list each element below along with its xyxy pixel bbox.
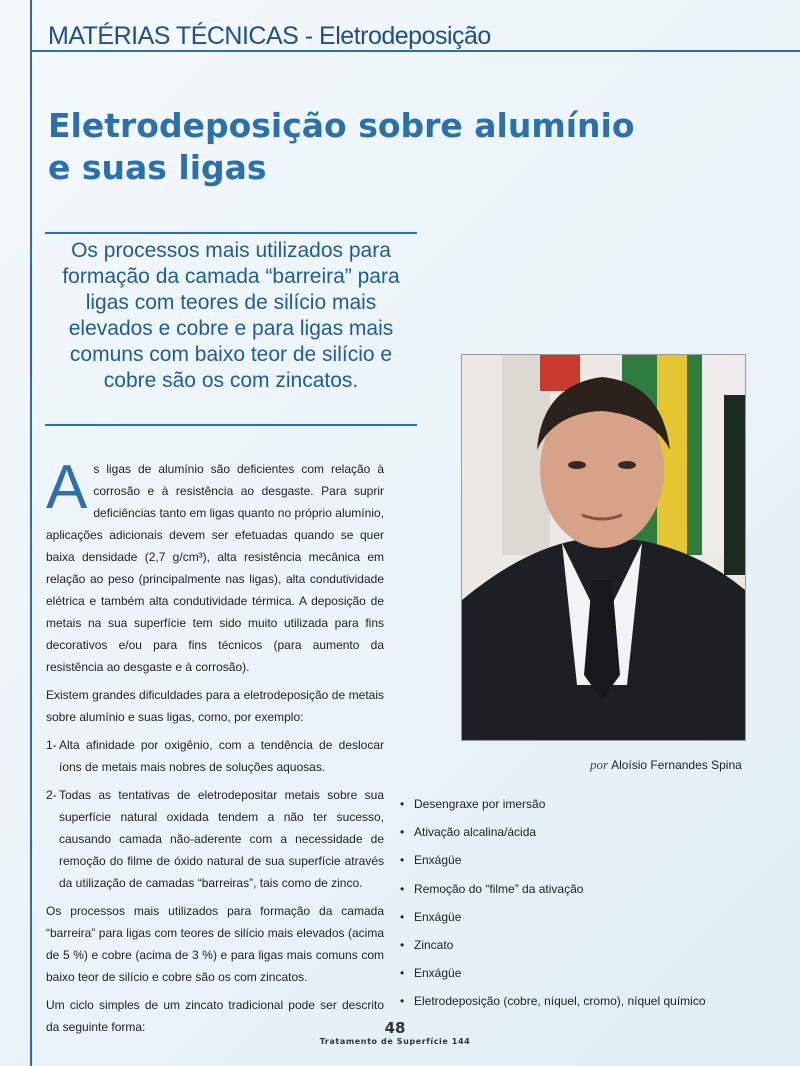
list-number: 2- bbox=[46, 788, 57, 802]
body-column bbox=[46, 453, 384, 1044]
list-text: Alta afinidade por oxigênio, com a tendência de deslocar íons de metais mais nobres de soluções aquosas. bbox=[59, 738, 384, 774]
list-item bbox=[400, 931, 706, 959]
bullet-icon: • bbox=[400, 853, 405, 868]
drop-cap: A bbox=[46, 453, 88, 522]
step-text: Desengraxe por imersão bbox=[414, 797, 546, 811]
numbered-list bbox=[46, 734, 384, 894]
byline-author: Aloísio Fernandes Spina bbox=[611, 758, 742, 772]
bullet-icon: • bbox=[400, 797, 405, 811]
paragraph-intro bbox=[46, 453, 384, 678]
bullet-icon: • bbox=[400, 909, 405, 924]
bullet-icon: • bbox=[400, 994, 405, 1009]
lead-text: Os processos mais utilizados para formação da camada “barreira” para ligas com teores de silício mais elevados e cobre e para ligas mais comuns com baixo teor de silício e cobre são os com zincatos. bbox=[62, 239, 400, 392]
paragraph-intro-text: s ligas de alumínio são deficientes com relação à corrosão e à resistência ao desgaste. Para suprir deficiências tanto em ligas quanto no próprio alumínio, aplicações adicionais devem ser efetuadas quando se quer baixa densidade (2,7 g/cm³), alta resistência mecânica em relação ao peso (principalmente nas ligas), alta condutividade elétrica e também alta condutividade térmica. A deposição de metais na sua superfície tem sido muito utilizada para fins decorativos e/ou para fins técnicos (para aumento da resistência ao desgaste e à corrosão). bbox=[46, 462, 384, 674]
author-photo bbox=[461, 354, 746, 741]
left-margin-rule bbox=[30, 0, 32, 1066]
byline bbox=[590, 757, 742, 773]
bullet-icon: • bbox=[400, 966, 405, 981]
list-item bbox=[400, 959, 706, 987]
title-line-2: e suas ligas bbox=[48, 148, 267, 187]
list-item bbox=[400, 875, 706, 903]
paragraph-processes: Os processos mais utilizados para formação da camada “barreira” para ligas com teores de silício mais elevados (acima de 5 %) e cobre (acima de 3 %) e para ligas mais comuns com baixo teor de silício e cobre são os com zincatos. bbox=[46, 904, 384, 984]
bullet-icon: • bbox=[400, 825, 405, 840]
process-steps-list bbox=[400, 790, 706, 1016]
page-number: 48 bbox=[384, 1019, 406, 1037]
byline-prefix: por bbox=[590, 757, 609, 772]
article-title bbox=[48, 105, 648, 189]
page-footer bbox=[300, 1020, 490, 1046]
bullet-icon: • bbox=[400, 938, 405, 953]
title-line-1: Eletrodeposição sobre alumínio bbox=[48, 106, 635, 145]
magazine-name: Tratamento de Superfície 144 bbox=[319, 1037, 471, 1046]
list-item bbox=[46, 784, 384, 894]
step-text: Remoção do “filme” da ativação bbox=[414, 881, 584, 896]
list-text: Todas as tentativas de eletrodepositar metais sobre sua superfície natural oxidada tendem a não ter sucesso, causando camada não-aderente com a necessidade de remoção do filme de óxido natural de sua superfície através da utilização de camadas “barreiras”, tais como de zinco. bbox=[59, 788, 384, 890]
step-text: Enxágüe bbox=[414, 853, 462, 868]
author-portrait-icon bbox=[462, 355, 745, 740]
list-item bbox=[46, 734, 384, 778]
step-text: Zincato bbox=[414, 938, 454, 953]
paragraph-difficulties: Existem grandes dificuldades para a eletrodeposição de metais sobre alumínio e suas ligas, como, por exemplo: bbox=[46, 688, 384, 724]
list-number: 1- bbox=[46, 738, 57, 752]
section-header: MATÉRIAS TÉCNICAS - Eletrodeposição bbox=[48, 22, 491, 50]
list-item bbox=[400, 903, 706, 931]
list-item bbox=[400, 790, 706, 818]
list-item bbox=[400, 846, 706, 874]
list-item bbox=[400, 818, 706, 846]
step-text: Eletrodeposição (cobre, níquel, cromo), níquel químico bbox=[414, 994, 706, 1009]
bullet-icon: • bbox=[400, 881, 405, 896]
lead-box bbox=[45, 232, 417, 426]
header-rule bbox=[30, 50, 800, 52]
step-text: Enxágüe bbox=[414, 966, 462, 981]
paragraph-cycle: Um ciclo simples de um zincato tradicional pode ser descrito da seguinte forma: bbox=[46, 998, 384, 1034]
step-text: Ativação alcalina/ácida bbox=[414, 825, 537, 840]
step-text: Enxágüe bbox=[414, 909, 462, 924]
list-item bbox=[400, 987, 706, 1015]
